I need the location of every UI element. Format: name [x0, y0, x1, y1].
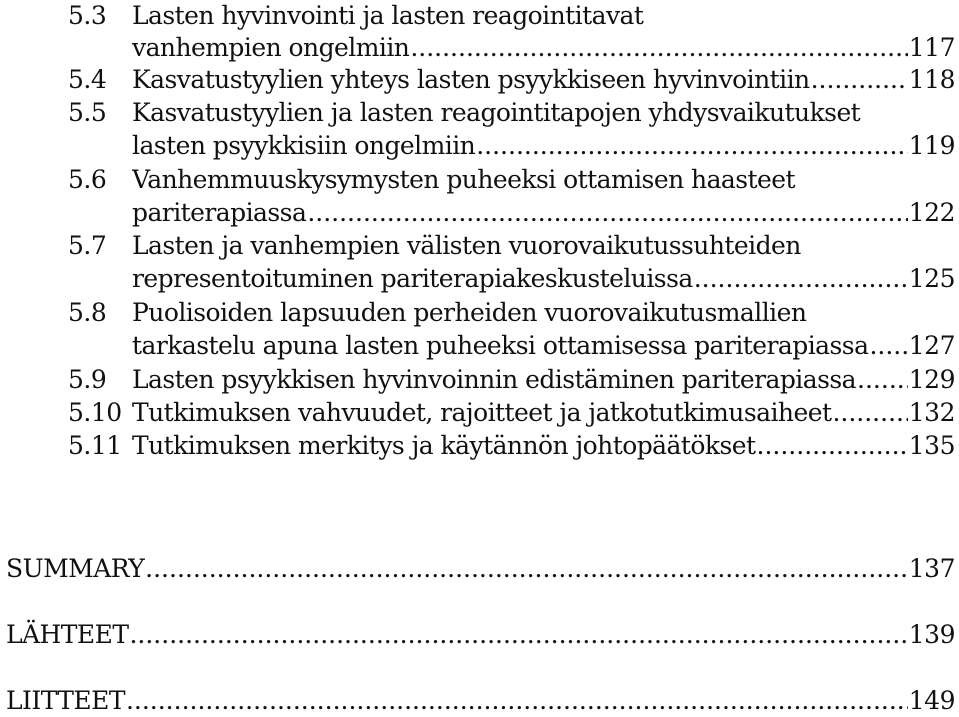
toc-entry-line: [6, 619, 955, 651]
toc-entry-number: 5.4: [68, 65, 107, 94]
toc-page-number: 135: [908, 431, 955, 460]
toc-entry-title: representoituminen pariterapiakeskusteluissa: [132, 264, 693, 293]
toc-dot-leader: [410, 32, 907, 64]
toc-entry-title: SUMMARY: [6, 554, 145, 583]
toc-page-number: 122: [908, 198, 955, 227]
toc-page-number: 117: [908, 33, 955, 62]
toc-entry-title: LÄHTEET: [6, 620, 129, 649]
toc-entry-number: 5.8: [68, 298, 107, 327]
toc-entry-number: 5.6: [68, 165, 107, 194]
toc-entry-title: lasten psyykkisiin ongelmiin: [132, 131, 476, 160]
toc-entry-number: 5.3: [68, 1, 107, 30]
toc-page-number: 149: [908, 686, 955, 715]
toc-page-number: 139: [908, 620, 955, 649]
toc-entry-line: [132, 32, 955, 64]
toc-dot-leader: [694, 263, 908, 295]
toc-entry-title: Lasten hyvinvointi ja lasten reagointitavat: [132, 1, 644, 30]
toc-entry-number: 5.9: [68, 365, 107, 394]
toc-entry-line: [132, 197, 955, 229]
toc-page-number: 125: [908, 264, 955, 293]
toc-dot-leader: [476, 130, 908, 162]
toc-entry-line: [132, 263, 955, 295]
toc-entry-line: [132, 64, 955, 96]
toc-entry-number: 5.5: [68, 98, 107, 127]
toc-entry-line: [6, 553, 955, 585]
toc-entry-line: [132, 330, 955, 362]
toc-dot-leader: [307, 197, 907, 229]
toc-entry-title: Tutkimuksen merkitys ja käytännön johtopäätökset: [132, 431, 756, 460]
toc-entry-line: [132, 297, 955, 329]
toc-entry-line: [132, 164, 955, 196]
toc-entry-title: Tutkimuksen vahvuudet, rajoitteet ja jatkotutkimusaiheet: [132, 398, 832, 427]
toc-dot-leader: [811, 64, 908, 96]
toc-page-number: 118: [908, 65, 955, 94]
toc-entry-line: [6, 685, 955, 717]
toc-entry-line: [132, 0, 955, 32]
toc-entry-title: LIITTEET: [6, 686, 125, 715]
toc-entry-title: pariterapiassa: [132, 198, 307, 227]
toc-entry-title: Lasten psyykkisen hyvinvoinnin edistäminen pariterapiassa: [132, 365, 857, 394]
toc-entry-title: Kasvatustyylien ja lasten reagointitapojen yhdysvaikutukset: [132, 98, 861, 127]
toc-entry-title: vanhempien ongelmiin: [132, 33, 410, 62]
toc-entry-title: Vanhemmuuskysymysten puheeksi ottamisen haasteet: [132, 165, 796, 194]
toc-dot-leader: [857, 364, 908, 396]
toc-dot-leader: [869, 330, 907, 362]
toc-dot-leader: [832, 397, 907, 429]
toc-entry-title: Lasten ja vanhempien välisten vuorovaikutussuhteiden: [132, 231, 801, 260]
toc-dot-leader: [126, 685, 908, 717]
toc-entry-title: Puolisoiden lapsuuden perheiden vuorovaikutusmallien: [132, 298, 807, 327]
toc-page-number: 119: [908, 131, 955, 160]
toc-page-number: 127: [908, 331, 955, 360]
toc-entry-line: [132, 97, 955, 129]
toc-entry-line: [132, 130, 955, 162]
toc-page-number: 129: [908, 365, 955, 394]
toc-dot-leader: [757, 430, 908, 462]
toc-entry-number: 5.11: [68, 431, 122, 460]
toc-entry-number: 5.7: [68, 231, 107, 260]
toc-entry-title: Kasvatustyylien yhteys lasten psyykkiseen hyvinvointiin: [132, 65, 810, 94]
toc-entry-number: 5.10: [68, 398, 122, 427]
toc-entry-line: [132, 397, 955, 429]
toc-entry-line: [132, 364, 955, 396]
toc-entry-title: tarkastelu apuna lasten puheeksi ottamisessa pariterapiassa: [132, 331, 869, 360]
toc-dot-leader: [145, 553, 908, 585]
toc-page-number: 132: [908, 398, 955, 427]
toc-entry-line: [132, 430, 955, 462]
toc-page-number: 137: [908, 554, 955, 583]
toc-entry-line: [132, 230, 955, 262]
toc-dot-leader: [129, 619, 907, 651]
